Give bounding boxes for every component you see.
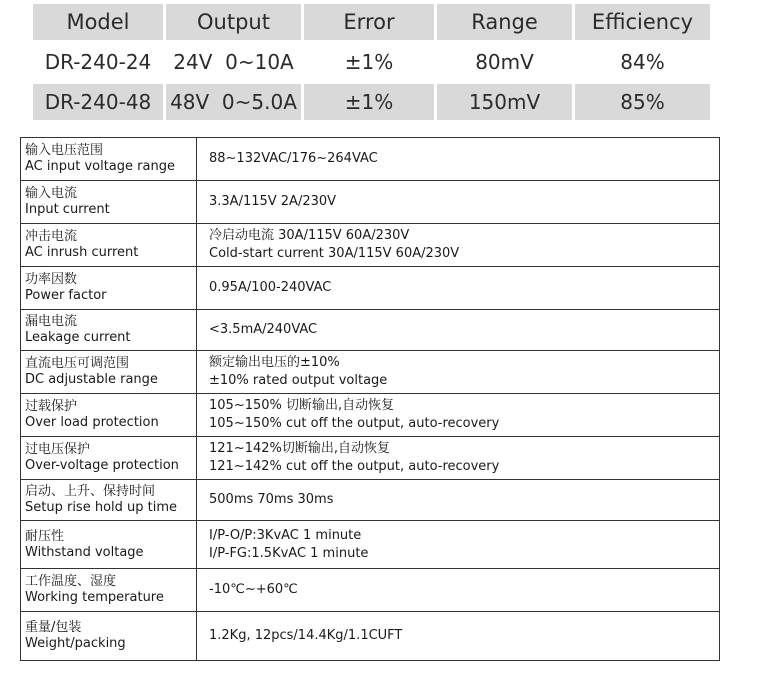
cell-error: ±1% xyxy=(304,44,434,80)
spec-label-cn: 输入电压范围 xyxy=(25,143,104,158)
spec-value-line: 121~142% cut off the output, auto-recovery xyxy=(209,459,500,474)
cell-model: DR-240-48 xyxy=(33,84,163,120)
spec-label-cn: 过载保护 xyxy=(25,399,78,414)
spec-value-line: 105~150% 切断输出,自动恢复 xyxy=(209,398,395,413)
spec-label-cn: 冲击电流 xyxy=(25,229,78,244)
spec-value-line: ±10% rated output voltage xyxy=(209,373,388,388)
spec-value xyxy=(197,394,719,436)
spec-value xyxy=(197,569,719,611)
spec-label-cn: 过电压保护 xyxy=(25,442,91,457)
cell-output: 24V 0~10A xyxy=(166,44,301,80)
spec-label-en: Over load protection xyxy=(25,415,159,430)
spec-label-en: Input current xyxy=(25,202,110,217)
spec-label-en: DC adjustable range xyxy=(25,372,158,387)
spec-row xyxy=(21,612,719,660)
spec-label-en: Setup rise hold up time xyxy=(25,500,178,515)
spec-value-line: 冷启动电流 30A/115V 60A/230V xyxy=(209,228,410,243)
spec-label xyxy=(21,437,197,479)
spec-value-line: -10℃~+60℃ xyxy=(209,582,298,597)
spec-row xyxy=(21,351,719,394)
spec-value-line: 1.2Kg, 12pcs/14.4Kg/1.1CUFT xyxy=(209,628,403,643)
spec-label xyxy=(21,351,197,393)
spec-label xyxy=(21,267,197,309)
spec-label-en: Withstand voltage xyxy=(25,544,144,560)
spec-value xyxy=(197,138,719,180)
model-table xyxy=(30,0,713,124)
spec-value xyxy=(197,521,719,568)
spec-row xyxy=(21,394,719,437)
spec-value-line: Cold-start current 30A/115V 60A/230V xyxy=(209,246,460,261)
spec-value xyxy=(197,437,719,479)
spec-value-line: 0.95A/100-240VAC xyxy=(209,280,332,295)
spec-label xyxy=(21,310,197,350)
spec-label-en: Leakage current xyxy=(25,330,131,345)
spec-label xyxy=(21,181,197,223)
spec-value xyxy=(197,351,719,393)
header-model: Model xyxy=(33,4,163,40)
spec-value-line: I/P-O/P:3KvAC 1 minute xyxy=(209,527,362,543)
spec-label-en: Working temperature xyxy=(25,590,164,605)
cell-range: 80mV xyxy=(437,44,572,80)
spec-row xyxy=(21,181,719,224)
spec-label-cn: 耐压性 xyxy=(25,528,65,544)
spec-label-cn: 输入电流 xyxy=(25,186,78,201)
spec-label-cn: 直流电压可调范围 xyxy=(25,356,130,371)
spec-label-en: AC inrush current xyxy=(25,245,139,260)
spec-row xyxy=(21,521,719,569)
spec-label xyxy=(21,224,197,266)
spec-value-line: 121~142%切断输出,自动恢复 xyxy=(209,441,391,456)
spec-label xyxy=(21,394,197,436)
spec-row xyxy=(21,569,719,612)
cell-output: 48V 0~5.0A xyxy=(166,84,301,120)
spec-row xyxy=(21,480,719,521)
spec-value-line: 额定输出电压的±10% xyxy=(209,355,340,370)
spec-label xyxy=(21,569,197,611)
spec-label-cn: 漏电电流 xyxy=(25,314,78,329)
cell-efficiency: 84% xyxy=(575,44,710,80)
spec-value-line: 88~132VAC/176~264VAC xyxy=(209,151,378,166)
spec-label xyxy=(21,521,197,568)
cell-model: DR-240-24 xyxy=(33,44,163,80)
spec-value-line: 500ms 70ms 30ms xyxy=(209,492,334,507)
spec-label-cn: 启动、上升、保持时间 xyxy=(25,484,156,499)
spec-value-line: <3.5mA/240VAC xyxy=(209,322,318,337)
spec-value xyxy=(197,310,719,350)
spec-value xyxy=(197,612,719,660)
spec-value xyxy=(197,181,719,223)
header-output: Output xyxy=(166,4,301,40)
header-error: Error xyxy=(304,4,434,40)
spec-value xyxy=(197,224,719,266)
spec-value-line: I/P-FG:1.5KvAC 1 minute xyxy=(209,545,369,561)
spec-label-cn: 重量/包装 xyxy=(25,620,82,635)
spec-value-line: 3.3A/115V 2A/230V xyxy=(209,194,337,209)
spec-label-en: Power factor xyxy=(25,288,107,303)
spec-row xyxy=(21,437,719,480)
cell-efficiency: 85% xyxy=(575,84,710,120)
cell-error: ±1% xyxy=(304,84,434,120)
spec-label-cn: 工作温度、湿度 xyxy=(25,574,117,589)
spec-label-en: AC input voltage range xyxy=(25,159,175,174)
spec-label xyxy=(21,138,197,180)
header-range: Range xyxy=(437,4,572,40)
spec-value xyxy=(197,480,719,520)
spec-row xyxy=(21,224,719,267)
spec-row xyxy=(21,310,719,351)
spec-table xyxy=(20,137,720,661)
spec-value-line: 105~150% cut off the output, auto-recovery xyxy=(209,416,500,431)
spec-label xyxy=(21,612,197,660)
cell-range: 150mV xyxy=(437,84,572,120)
table-row xyxy=(33,44,710,80)
spec-label-en: Weight/packing xyxy=(25,636,126,651)
header-efficiency: Efficiency xyxy=(575,4,710,40)
spec-row xyxy=(21,267,719,310)
spec-value xyxy=(197,267,719,309)
spec-label xyxy=(21,480,197,520)
model-table-header xyxy=(33,4,710,40)
spec-label-en: Over-voltage protection xyxy=(25,458,179,473)
table-row xyxy=(33,84,710,120)
spec-label-cn: 功率因数 xyxy=(25,272,78,287)
spec-row xyxy=(21,138,719,181)
